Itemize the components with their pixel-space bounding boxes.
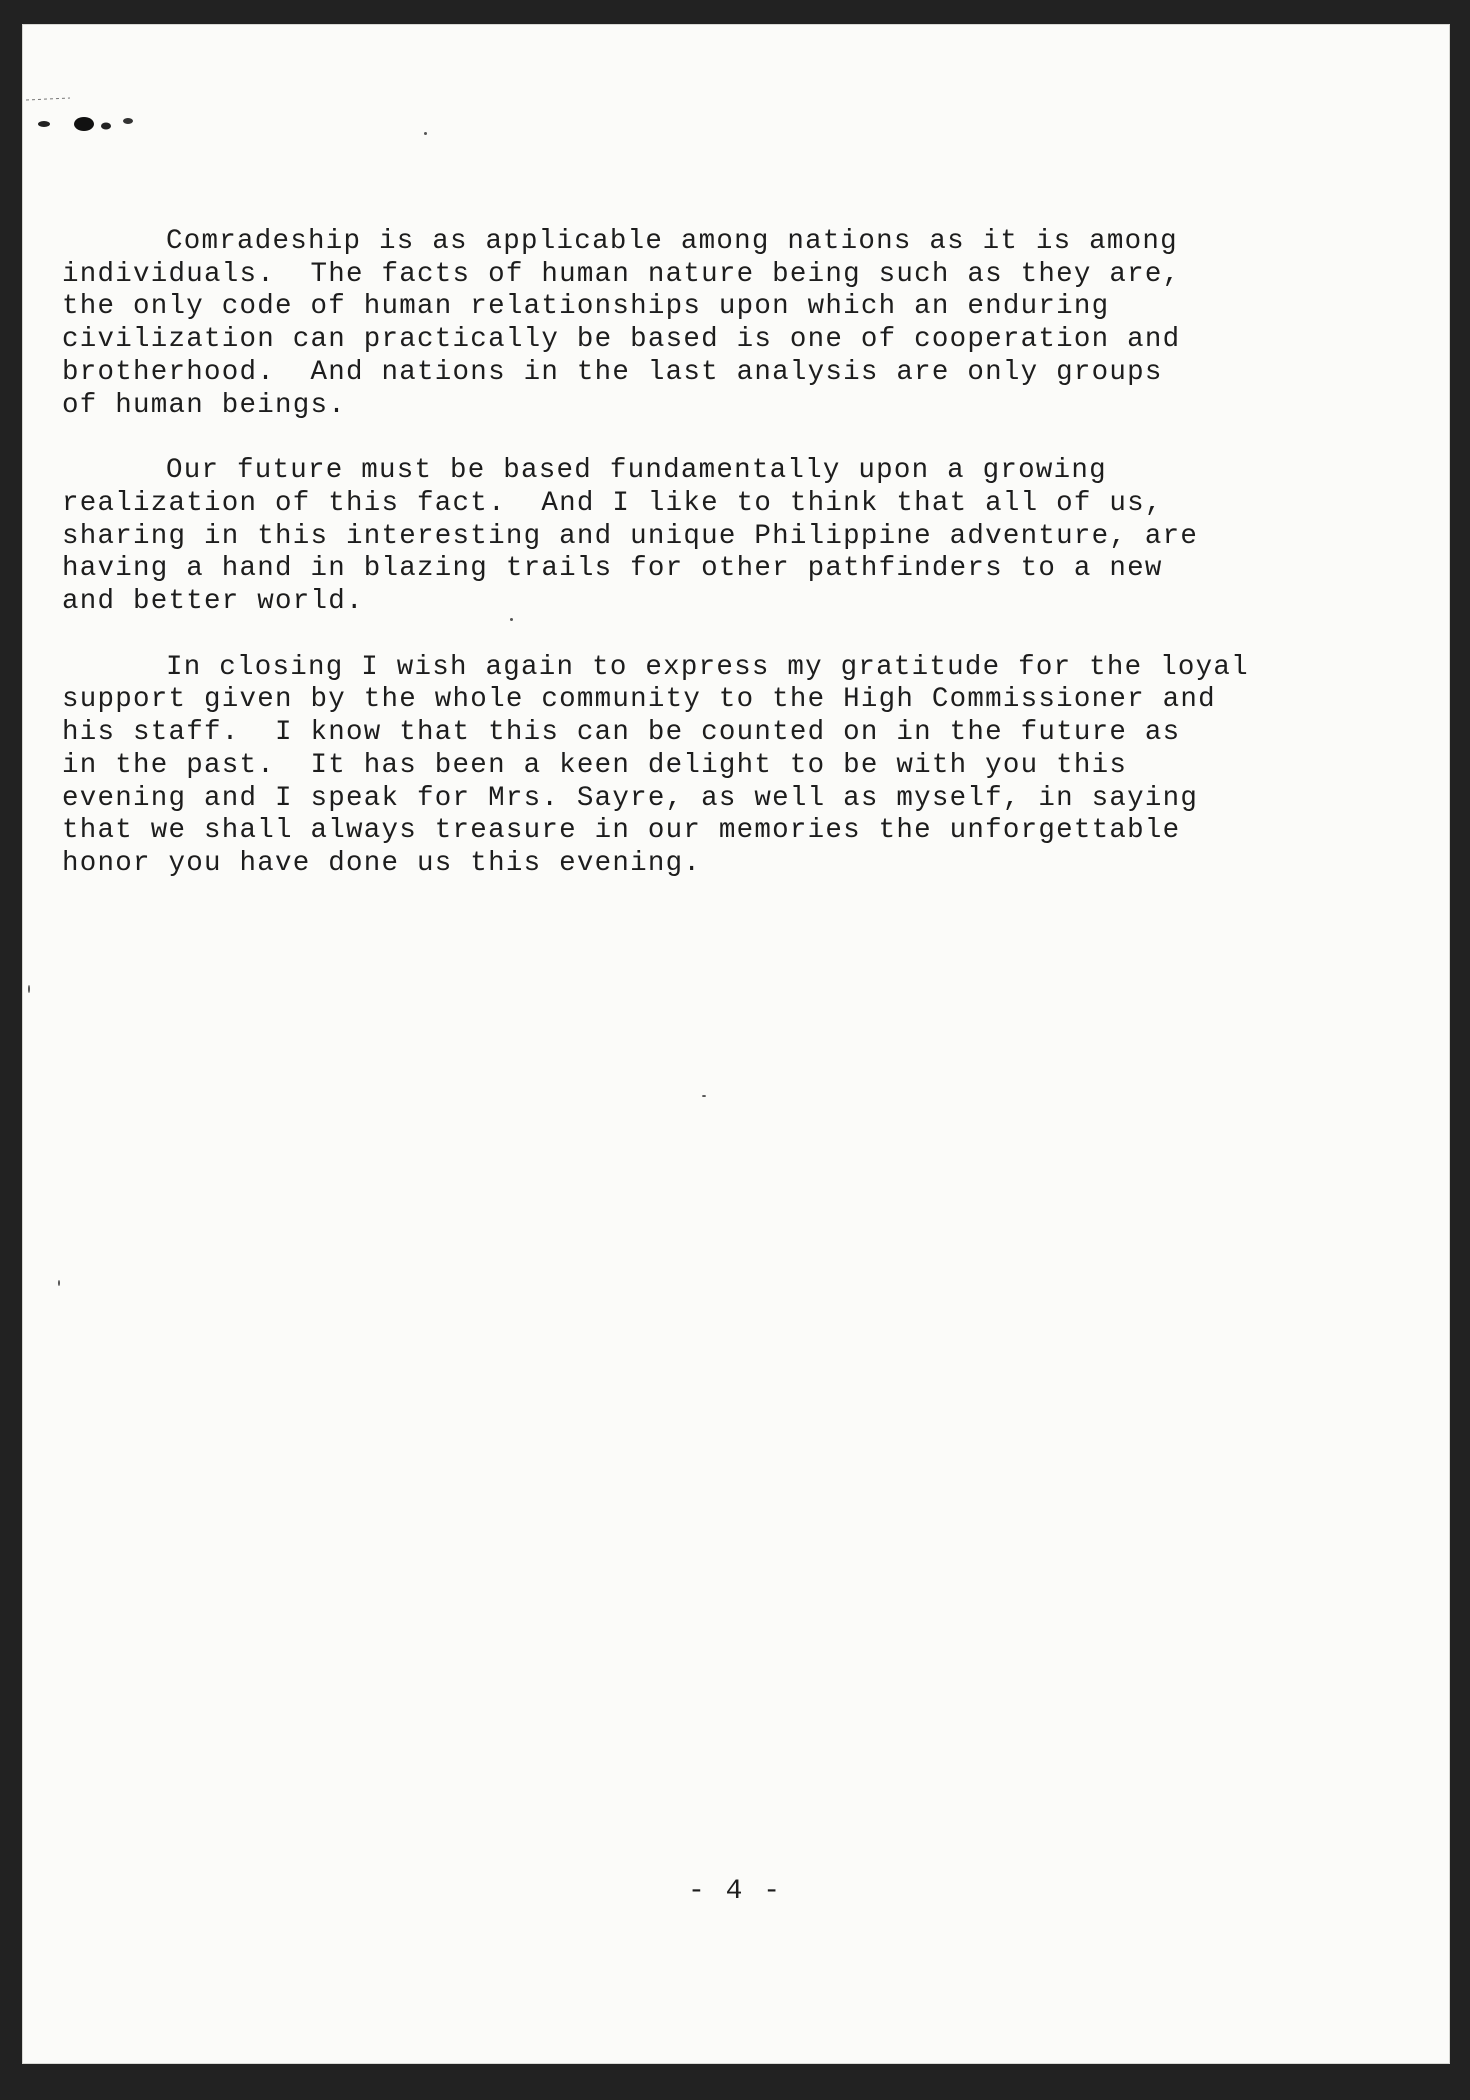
text-line: Comradeship is as applicable among nations as it is among: [166, 226, 1178, 257]
text-line: having a hand in blazing trails for other pathfinders to a new: [62, 553, 1163, 585]
ink-speck: [702, 1095, 706, 1097]
ink-speck: [424, 132, 427, 135]
text-line: sharing in this interesting and unique Philippine adventure, are: [62, 520, 1199, 552]
text-line: realization of this fact. And I like to think that all of us,: [62, 487, 1163, 519]
text-line: support given by the whole community to the High Commissioner and: [62, 684, 1216, 716]
ink-speck: [58, 1280, 60, 1286]
paragraph: [62, 226, 1372, 422]
text-line: evening and I speak for Mrs. Sayre, as well as myself, in saying: [62, 782, 1199, 814]
text-line: of human beings.: [62, 389, 347, 421]
ink-speck: [28, 985, 30, 993]
text-line: in the past. It has been a keen delight to be with you this: [62, 749, 1128, 781]
text-line: his staff. I know that this can be counted on in the future as: [62, 717, 1181, 749]
text-line: that we shall always treasure in our memories the unforgettable: [62, 815, 1181, 847]
page-number: - 4 -: [687, 1876, 782, 1907]
paragraph: [62, 652, 1372, 881]
text-line: civilization can practically be based is one of cooperation and: [62, 324, 1181, 356]
text-line: the only code of human relationships upon which an enduring: [62, 291, 1110, 323]
text-line: and better world.: [62, 586, 364, 618]
text-line: brotherhood. And nations in the last analysis are only groups: [62, 356, 1163, 388]
text-line: individuals. The facts of human nature being such as they are,: [62, 258, 1181, 290]
letter-body: [62, 226, 1372, 914]
text-line: In closing I wish again to express my gratitude for the loyal: [166, 651, 1249, 683]
paragraph: [62, 455, 1372, 619]
text-line: Our future must be based fundamentally upon a growing: [166, 455, 1107, 487]
text-line: honor you have done us this evening.: [62, 847, 702, 879]
ink-blot-marks: [22, 88, 142, 138]
